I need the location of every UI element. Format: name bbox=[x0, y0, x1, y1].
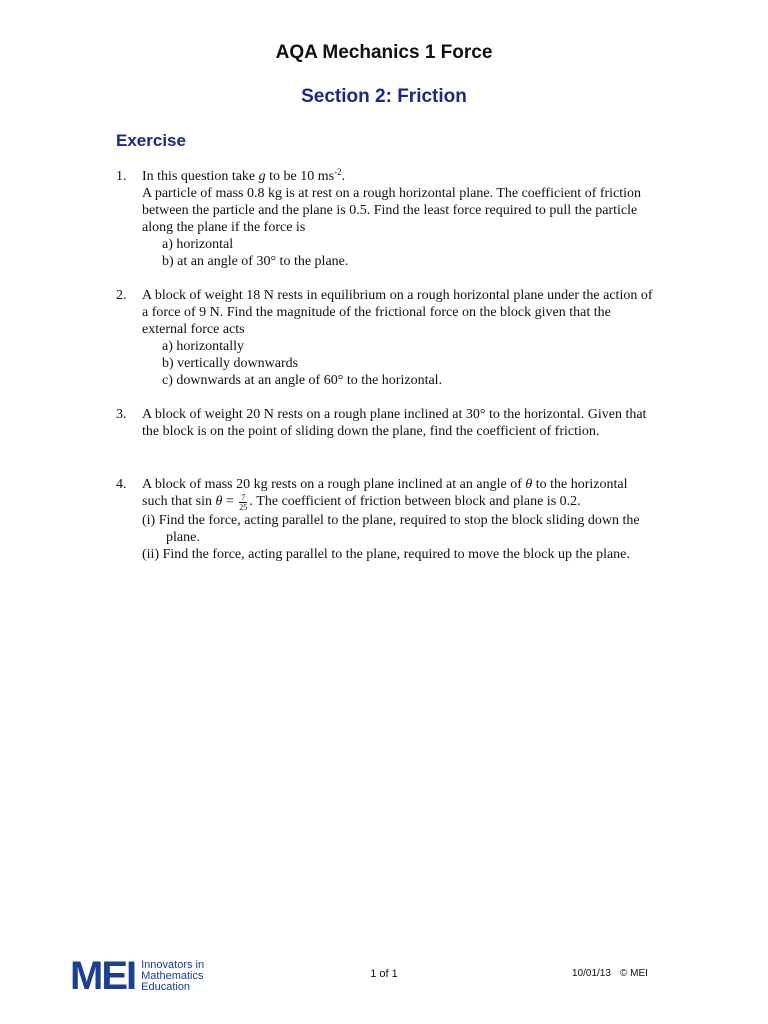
question-part: (ii) Find the force, acting parallel to the plane, required to move the block up the plane. bbox=[142, 547, 630, 562]
question-4 bbox=[116, 476, 656, 563]
page-title: AQA Mechanics 1 Force bbox=[275, 42, 493, 63]
page-number: 1 of 1 bbox=[370, 968, 398, 980]
question-text: A block of weight 18 N rests in equilibrium on a rough horizontal plane under the action of a force of 9 N. Find the magnitude of the frictional force on the block given that the external force acts bbox=[142, 288, 653, 337]
question-part: b) vertically downwards bbox=[162, 356, 299, 371]
question-text: A block of weight 20 N rests on a rough plane inclined at 30° to the horizontal. Given that the block is on the point of sliding down the plane, find the coefficient of friction. bbox=[142, 407, 647, 439]
question-text: A block of mass 20 kg rests on a rough plane inclined at an angle of θ to the horizontal such that sin θ = $\frac{7}{25}$ . The coefficient of friction between block and plane is 0.2. bbox=[142, 477, 628, 512]
question-part: a) horizontal bbox=[162, 237, 234, 252]
fraction: $\frac{7}{25}$ bbox=[239, 493, 248, 512]
question-number: 3. bbox=[116, 407, 127, 422]
question-part: a) horizontally bbox=[162, 339, 245, 354]
question-1 bbox=[116, 168, 656, 270]
question-number: 1. bbox=[116, 169, 127, 184]
footer-date: 10/01/13 bbox=[572, 968, 611, 979]
question-intro: In this question take g to be 10 $ms^{-2}$. bbox=[142, 167, 346, 184]
mei-logo-tagline: Innovators in Mathematics Education bbox=[141, 958, 205, 993]
question-number: 2. bbox=[116, 288, 127, 303]
question-part: c) downwards at an angle of 60° to the horizontal. bbox=[162, 373, 443, 388]
question-number: 4. bbox=[116, 477, 127, 492]
exercise-heading: Exercise bbox=[116, 131, 186, 150]
question-text: A particle of mass 0.8 kg is at rest on a rough horizontal plane. The coefficient of friction between the particle and the plane is 0.5. Find the least force required to pull the particle along the plane if the force is bbox=[142, 186, 642, 235]
theta-symbol: θ bbox=[525, 477, 533, 492]
question-part: b) at an angle of 30° to the plane. bbox=[162, 254, 349, 269]
question-2 bbox=[116, 287, 656, 389]
section-title: Section 2: Friction bbox=[301, 86, 467, 107]
question-3 bbox=[116, 406, 656, 440]
mei-logo-mark: MEI bbox=[70, 954, 136, 998]
question-part: (i) Find the force, acting parallel to the plane, required to stop the block sliding down the plane. bbox=[142, 513, 640, 545]
footer-copyright: © MEI bbox=[620, 968, 648, 979]
